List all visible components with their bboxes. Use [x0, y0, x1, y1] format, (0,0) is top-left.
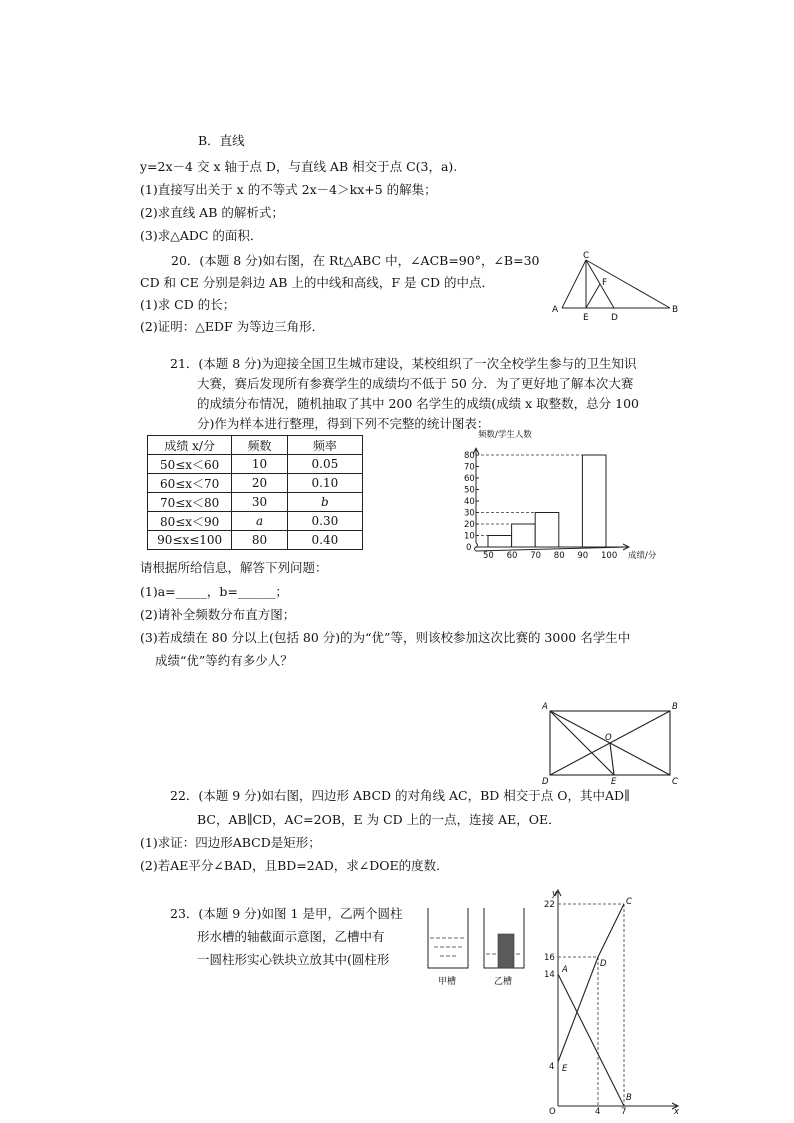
table-cell: 60≤x＜70: [148, 474, 232, 493]
point-b-label: B: [626, 1093, 632, 1103]
q19-part1: (1)直接写出关于 x 的不等式 2x－4＞kx+5 的解集；: [140, 182, 437, 197]
q20-line2: CD 和 CE 分别是斜边 AB 上的中线和高线，F 是 CD 的中点．: [140, 275, 495, 290]
histogram-bar: [512, 524, 536, 547]
q20-part2: (2)证明：△EDF 为等边三角形．: [140, 319, 325, 334]
line-edc: [558, 904, 624, 1062]
histogram-bar: [488, 536, 512, 548]
q21-part2: (2)请补全频数分布直方图；: [140, 607, 296, 622]
q19-part3: (3)求△ADC 的面积．: [140, 228, 263, 243]
iron-block: [498, 934, 514, 968]
point-c-label: C: [626, 897, 632, 907]
y-axis-label: y: [552, 889, 558, 899]
table-header: 频数: [232, 436, 288, 455]
table-row: [148, 493, 363, 512]
y-axis-title: 频数/学生人数: [478, 430, 532, 440]
x-axis-label: x: [674, 1107, 680, 1114]
x-tick-4: 4: [595, 1107, 601, 1114]
table-cell: 90≤x≤100: [148, 531, 232, 550]
frequency-table: [147, 435, 363, 550]
table-cell: 10: [232, 455, 288, 474]
table-cell: 50≤x＜60: [148, 455, 232, 474]
q22-line2: BC，AB∥CD，AC=2OB，E 为 CD 上的一点，连接 AE，OE．: [197, 812, 561, 827]
y-tick-label: 80: [464, 451, 475, 461]
label-b: B: [672, 305, 679, 315]
point-d-label: D: [600, 959, 607, 969]
point-e-label: E: [562, 1064, 568, 1074]
tank-b-label: 乙槽: [494, 977, 513, 987]
label-d: D: [542, 777, 549, 787]
line-ab: [558, 974, 624, 1106]
table-cell: 0.05: [287, 455, 362, 474]
side-cb: [586, 260, 670, 308]
x-tick-label: 70: [530, 551, 542, 561]
y-tick-16: 16: [544, 953, 555, 963]
label-b: B: [672, 702, 678, 712]
q21-after: 请根据所给信息，解答下列问题：: [140, 560, 328, 575]
q20-line1: 20．(本题 8 分)如右图，在 Rt△ABC 中，∠ACB=90°，∠B=30: [171, 253, 540, 268]
x-tick-label: 90: [577, 551, 589, 561]
label-d: D: [611, 313, 618, 323]
q21-part3-line2: 成绩“优”等约有多少人？: [155, 653, 293, 668]
table-cell: 30: [232, 493, 288, 512]
table-row: [148, 531, 363, 550]
q22-line1: 22．(本题 9 分)如右图，四边形 ABCD 的对角线 AC，BD 相交于点 O，其中AD∥: [170, 788, 630, 803]
side-ca: [562, 260, 586, 308]
segment-ef: [586, 284, 600, 308]
y-tick-label: 70: [464, 462, 475, 473]
q21-line2: 大赛，赛后发现所有参赛学生的成绩均不低于 50 分．为了更好地了解本次大赛: [197, 376, 634, 391]
label-a: A: [542, 702, 548, 712]
x-tick-label: 100: [601, 551, 618, 561]
q21-line1: 21．(本题 8 分)为迎接全国卫生城市建设，某校组织了一次全校学生参与的卫生知识: [170, 356, 637, 371]
table-cell: 80≤x＜90: [148, 512, 232, 531]
q19-option-b: B．直线: [198, 133, 245, 148]
y-tick-label: 50: [464, 485, 475, 496]
y-tick-label: 60: [464, 474, 475, 484]
histogram-bar: [582, 455, 606, 547]
label-e: E: [611, 777, 617, 787]
table-cell: 80: [232, 531, 288, 550]
label-a: A: [552, 305, 559, 315]
q23-tanks-figure: [420, 900, 532, 992]
q21-part1: (1)a=_____，b=______；: [140, 584, 288, 599]
label-c: C: [583, 251, 590, 261]
label-f: F: [602, 278, 608, 288]
table-header: 成绩 x/分: [148, 436, 232, 455]
table-cell: a: [232, 512, 288, 531]
q19-intro: y=2x－4 交 x 轴于点 D，与直线 AB 相交于点 C(3，a).: [140, 159, 458, 174]
x-tick-label: 60: [506, 551, 518, 561]
y-tick-22: 22: [544, 900, 555, 910]
y-tick-14: 14: [544, 970, 555, 980]
x-tick-label: 80: [553, 551, 565, 561]
x-tick-7: 7: [621, 1107, 627, 1114]
segment-ae: [550, 711, 614, 775]
y-tick-label: 40: [464, 497, 475, 507]
table-header-row: [148, 436, 363, 455]
table-cell: 0.40: [287, 531, 362, 550]
q23-line-graph: [538, 886, 684, 1114]
table-cell: 0.30: [287, 512, 362, 531]
label-o: O: [605, 733, 612, 743]
label-c: C: [672, 777, 678, 787]
origin-label: 0: [466, 543, 472, 553]
x-tick-label: 50: [483, 551, 494, 561]
frequency-histogram: [448, 425, 678, 565]
y-tick-label: 30: [464, 508, 475, 519]
q20-part1: (1)求 CD 的长；: [140, 297, 236, 312]
origin-label: O: [549, 1107, 556, 1114]
y-tick-4: 4: [549, 1062, 555, 1072]
segment-oe: [610, 743, 614, 775]
table-cell: 0.10: [287, 474, 362, 493]
tank-a-label: 甲槽: [438, 977, 457, 987]
table-cell: b: [287, 493, 362, 512]
y-tick-label: 20: [464, 520, 475, 530]
label-e: E: [583, 313, 589, 323]
q21-part3-line1: (3)若成绩在 80 分以上(包括 80 分)的为“优”等，则该校参加这次比赛的 3000 名学生中: [140, 630, 631, 645]
q21-line4: 分)作为样本进行整理，得到下列不完整的统计图表：: [197, 416, 490, 431]
q23-line1: 23．(本题 9 分)如图 1 是甲，乙两个圆柱: [170, 906, 403, 921]
q23-line2: 形水槽的轴截面示意图，乙槽中有: [197, 929, 385, 944]
q22-part2: (2)若AE平分∠BAD，且BD=2AD，求∠DOE的度数．: [140, 858, 449, 873]
histogram-bar: [535, 513, 559, 548]
q22-part1: (1)求证：四边形ABCD是矩形；: [140, 835, 321, 850]
q20-triangle-figure: [548, 250, 684, 324]
point-a-label: A: [562, 965, 568, 975]
table-row: [148, 455, 363, 474]
q19-part2: (2)求直线 AB 的解析式；: [140, 205, 284, 220]
q23-line3: 一圆柱形实心铁块立放其中(圆柱形: [197, 952, 390, 967]
y-tick-label: 10: [464, 531, 475, 542]
table-cell: 20: [232, 474, 288, 493]
table-row: [148, 474, 363, 493]
table-header: 频率: [287, 436, 362, 455]
q21-line3: 的成绩分布情况，随机抽取了其中 200 名学生的成绩(成绩 x 取整数，总分 100: [197, 396, 640, 411]
table-cell: 70≤x＜80: [148, 493, 232, 512]
x-axis-title: 成绩/分: [628, 551, 657, 561]
table-row: [148, 512, 363, 531]
q22-rectangle-figure: [538, 700, 683, 788]
